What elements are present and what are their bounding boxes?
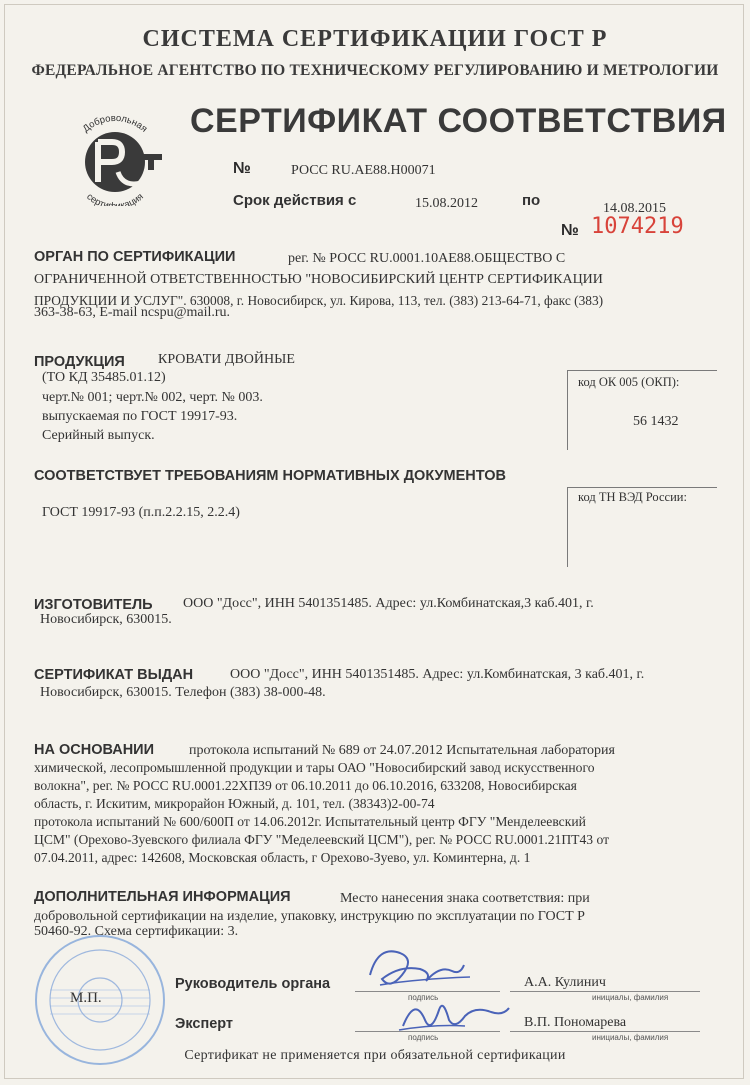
rst-logo <box>62 112 168 206</box>
basis-line-2: химической, лесопромышленной продукции и тары ОАО "Новосибирский завод искусственного <box>34 760 595 775</box>
head-sign-caption: подпись <box>408 993 439 1002</box>
agency-heading: ФЕДЕРАЛЬНОЕ АГЕНТСТВО ПО ТЕХНИЧЕСКОМУ РЕГУЛИРОВАНИЮ И МЕТРОЛОГИИ <box>31 62 719 79</box>
product-name: КРОВАТИ ДВОЙНЫЕ <box>158 352 295 367</box>
organ-line-1: рег. № РОСС RU.0001.10АЕ88.ОБЩЕСТВО С <box>288 251 566 266</box>
basis-line-3: волокна", рег. № РОСС RU.0001.22ХП39 от 06.10.2011 до 06.10.2016, 633208, Новосибирская <box>34 778 577 793</box>
validity-label: Срок действия с <box>233 192 357 209</box>
blank-number: 1074219 <box>591 214 684 239</box>
svg-text:Добровольная <box>81 113 150 135</box>
additional-line-3: 50460-92. Схема сертификации: 3. <box>34 924 239 939</box>
additional-line-1: Место нанесения знака соответствия: при <box>340 891 590 906</box>
stamp-label: М.П. <box>70 990 102 1006</box>
logo-bottom-text: серти кация <box>84 191 146 206</box>
conformity-docs: ГОСТ 19917-93 (п.п.2.2.15, 2.2.4) <box>42 505 240 520</box>
okp-value: 56 1432 <box>633 414 679 429</box>
head-name: А.А. Кулинич <box>524 975 606 990</box>
basis-line-4: область, г. Искитим, микрорайон Южный, д. 101, тел. (38343)2-00-74 <box>34 796 435 811</box>
head-name-line <box>510 991 700 992</box>
cert-number: РОСС RU.АЕ88.Н00071 <box>291 163 436 178</box>
manufacturer-line-1: ООО "Досс", ИНН 5401351485. Адрес: ул.Комбинатская,3 каб.401, г. <box>183 596 594 611</box>
product-line-4: Серийный выпуск. <box>42 428 155 443</box>
manufacturer-line-2: Новосибирск, 630015. <box>40 612 172 627</box>
expert-name-line <box>510 1031 700 1032</box>
basis-label: НА ОСНОВАНИИ <box>34 742 155 758</box>
cert-no-sign: № <box>233 160 251 177</box>
organ-label: ОРГАН ПО СЕРТИФИКАЦИИ <box>34 249 236 265</box>
organ-line-3: ПРОДУКЦИИ И УСЛУГ". 630008, г. Новосибирск, ул. Кирова, 113, тел. (383) 213-64-71, факс (383) <box>34 293 604 308</box>
product-label: ПРОДУКЦИЯ <box>34 354 125 370</box>
basis-line-6: ЦСМ" (Орехово-Зуевского филиала ФГУ "Меделеевский ЦСМ"), рег. № РОСС RU.0001.21ПТ43 от <box>34 832 610 847</box>
expert-signature <box>395 990 515 1040</box>
organ-line-2: ОГРАНИЧЕННОЙ ОТВЕТСТВЕННОСТЬЮ "НОВОСИБИРСКИЙ ЦЕНТР СЕРТИФИКАЦИИ <box>34 272 603 287</box>
issued-label: СЕРТИФИКАТ ВЫДАН <box>34 667 194 683</box>
conformity-label: СООТВЕТСТВУЕТ ТРЕБОВАНИЯМ НОРМАТИВНЫХ ДОКУМЕНТОВ <box>34 468 507 484</box>
head-name-caption: инициалы, фамилия <box>592 993 669 1002</box>
tnved-label: код ТН ВЭД России: <box>578 490 687 504</box>
product-line-2: черт.№ 001; черт.№ 002, черт. № 003. <box>42 390 263 405</box>
expert-sign-caption: подпись <box>408 1033 439 1042</box>
head-label: Руководитель органа <box>175 976 331 992</box>
expert-name-caption: инициалы, фамилия <box>592 1033 669 1042</box>
basis-line-7: 07.04.2011, адрес: 142608, Московская область, г Орехово-Зуево, ул. Коминтерна, д. 1 <box>34 850 531 865</box>
certificate-title: СЕРТИФИКАТ СООТВЕТСТВИЯ <box>190 102 727 140</box>
basis-line-5: протокола испытаний № 600/600П от 14.06.2012г. Испытательный центр ФГУ "Менделеевский <box>34 814 586 829</box>
to-label: по <box>522 192 541 209</box>
logo-top-text: Добровольная <box>80 112 150 135</box>
svg-text:сертификация <box>84 191 145 206</box>
product-line-3: выпускаемая по ГОСТ 19917-93. <box>42 409 238 424</box>
additional-label: ДОПОЛНИТЕЛЬНАЯ ИНФОРМАЦИЯ <box>34 889 291 905</box>
expert-name: В.П. Пономарева <box>524 1015 627 1030</box>
issued-line-2: Новосибирск, 630015. Телефон (383) 38-000-48. <box>40 685 326 700</box>
basis-line-1: протокола испытаний № 689 от 24.07.2012 Испытательная лаборатория <box>189 743 615 758</box>
issued-line-1: ООО "Досс", ИНН 5401351485. Адрес: ул.Комбинатская, 3 каб.401, г. <box>230 667 645 682</box>
expert-label: Эксперт <box>175 1016 234 1032</box>
organ-line-4: 363-38-63, E-mail ncspu@mail.ru. <box>34 305 231 320</box>
system-heading: СИСТЕМА СЕРТИФИКАЦИИ ГОСТ Р <box>142 26 608 52</box>
additional-line-2: добровольной сертификации на изделие, упаковку, инструкцию по эксплуатации по ГОСТ Р <box>34 909 585 924</box>
rst-mark-icon <box>62 112 168 206</box>
manufacturer-label: ИЗГОТОВИТЕЛЬ <box>34 597 153 613</box>
footer-note: Сертификат не применяется при обязательной сертификации <box>184 1048 566 1063</box>
okp-label: код ОК 005 (ОКП): <box>578 375 680 389</box>
valid-to: 14.08.2015 <box>603 201 666 216</box>
valid-from: 15.08.2012 <box>415 196 478 211</box>
blank-no-sign: № <box>561 222 579 239</box>
product-line-1: (ТО КД 35485.01.12) <box>42 370 166 385</box>
